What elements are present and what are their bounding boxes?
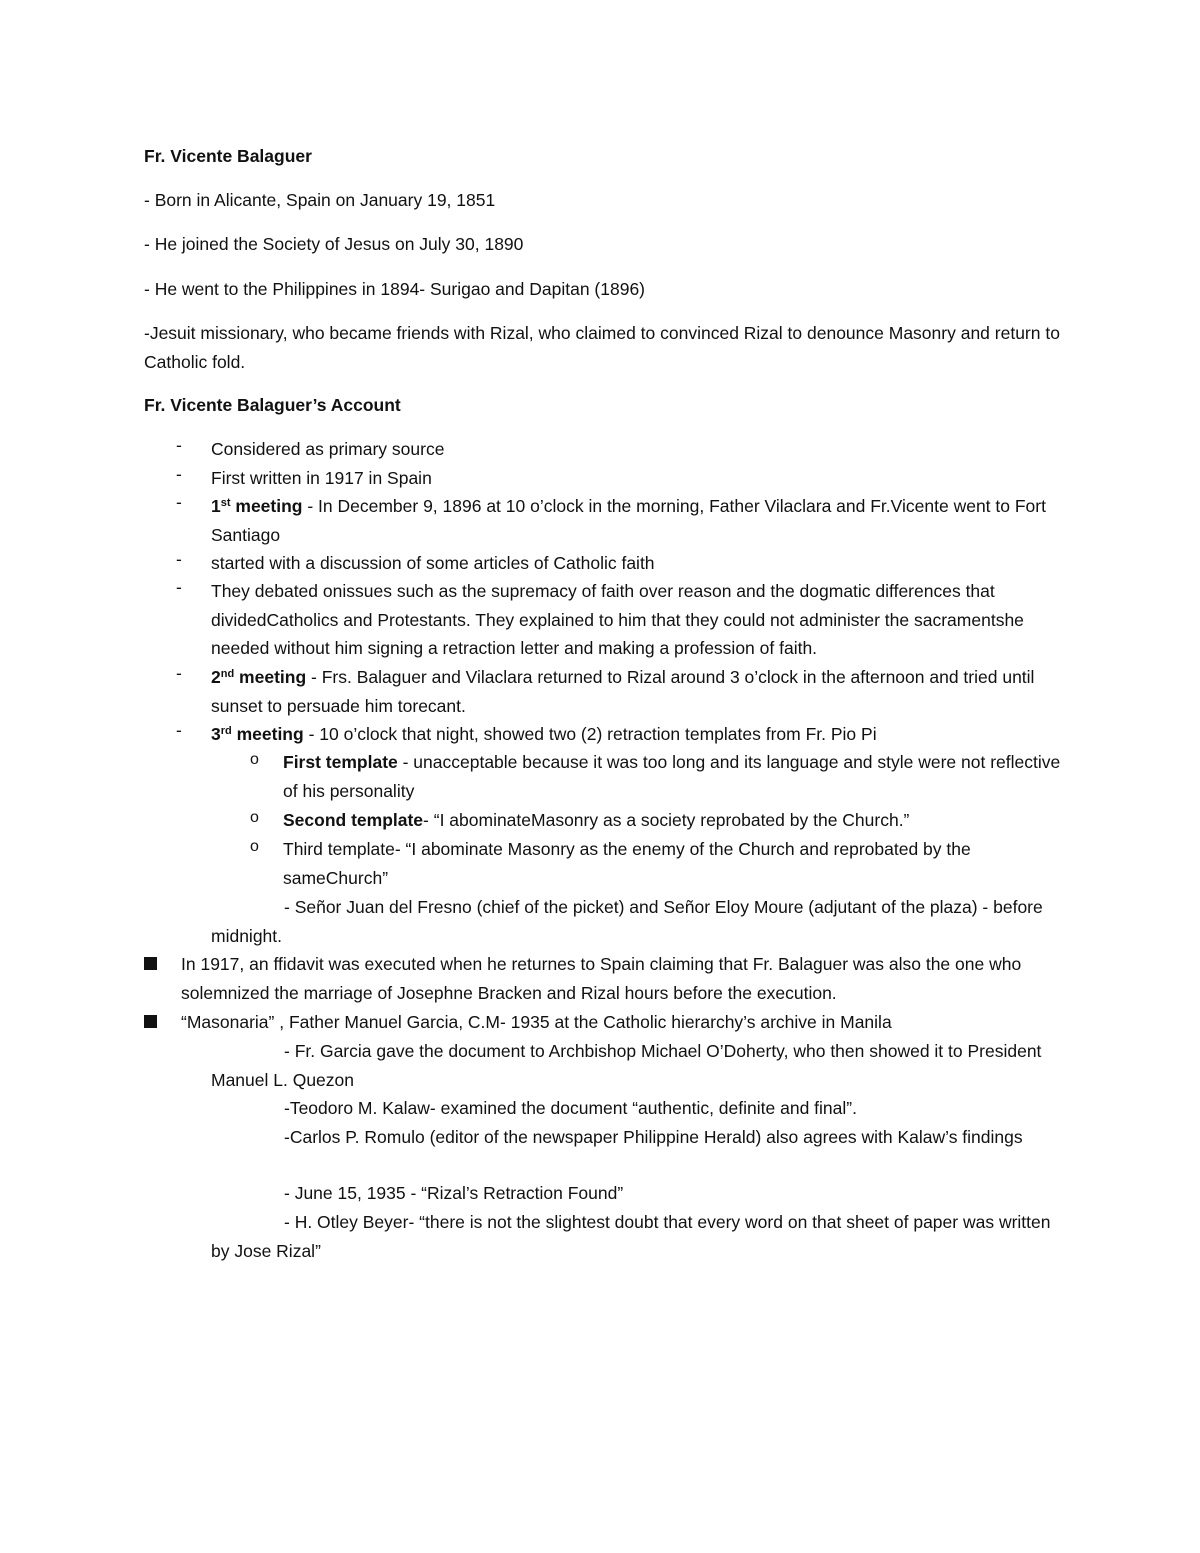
list-item-third-meeting — [211, 720, 1071, 749]
square-bullet-icon — [144, 1015, 157, 1028]
list-dash: - — [176, 549, 182, 569]
sub-list-circle: o — [250, 751, 259, 768]
meeting-ordinal: 3 — [211, 724, 221, 744]
meeting-ordinal: 1 — [211, 496, 221, 516]
sub-item-first-template — [283, 748, 1063, 806]
note-romulo — [211, 1123, 1061, 1152]
meeting-ordinal: 2 — [211, 667, 221, 687]
bio-missionary: -Jesuit missionary, who became friends with Rizal, who claimed to convinced Rizal to denounce Masonry and return to Catholic fold. — [144, 323, 1060, 372]
bio-philippines: - He went to the Philippines in 1894- Surigao and Dapitan (1896) — [144, 279, 646, 299]
bio-jesuit: - He joined the Society of Jesus on July 30, 1890 — [144, 234, 524, 254]
template-label: First template — [283, 752, 398, 772]
note-garcia-text: - Fr. Garcia gave the document to Archbishop Michael O’Doherty, who then showed it to President Manuel L. Quezon — [211, 1041, 1042, 1090]
note-kalaw — [211, 1094, 1061, 1123]
note-beyer-text: - H. Otley Beyer- “there is not the slightest doubt that every word on that sheet of paper was written by Jose Rizal” — [211, 1212, 1051, 1261]
meeting-label: meeting — [231, 724, 304, 744]
list-dash: - — [176, 577, 182, 597]
list-item-first-written: First written in 1917 in Spain — [211, 468, 432, 488]
bio-birth: - Born in Alicante, Spain on January 19, 1851 — [144, 190, 496, 210]
list-dash: - — [176, 720, 182, 740]
template-text: - “I abominateMasonry as a society reprobated by the Church.” — [423, 810, 910, 830]
list-item-first-meeting — [211, 492, 1071, 549]
sub-list-circle: o — [250, 838, 259, 855]
list-item-second-meeting — [211, 663, 1071, 720]
list-item-debate: They debated onissues such as the supremacy of faith over reason and the dogmatic differences that dividedCatholics and Protestants. They explained to him that they could not administer the sacramentshe needed without him signing a retraction letter and making a profession of faith. — [211, 581, 1024, 658]
page-title: Fr. Vicente Balaguer — [144, 146, 312, 166]
witnesses-note — [211, 893, 1061, 951]
meeting-ordinal-suffix: nd — [220, 668, 235, 680]
template-label: Second template — [283, 810, 424, 830]
bullet-affidavit: In 1917, an ffidavit was executed when he returnes to Spain claiming that Fr. Balaguer was also the one who solemnized the marriage of Josephne Bracken and Rizal hours before the execution. — [181, 954, 1022, 1003]
sub-list-circle: o — [250, 809, 259, 826]
list-dash: - — [176, 464, 182, 484]
note-headline-text: - June 15, 1935 - “Rizal’s Retraction Found” — [284, 1183, 624, 1203]
note-garcia — [211, 1037, 1061, 1095]
note-beyer — [211, 1208, 1061, 1266]
sub-item-third-template: Third template- “I abominate Masonry as the enemy of the Church and reprobated by the sameChurch” — [283, 839, 971, 888]
bullet-masonaria: “Masonaria” , Father Manuel Garcia, C.M- 1935 at the Catholic hierarchy’s archive in Manila — [181, 1012, 892, 1032]
meeting-label: meeting — [230, 496, 303, 516]
meeting-ordinal-suffix: st — [220, 497, 231, 509]
note-romulo-text: -Carlos P. Romulo (editor of the newspaper Philippine Herald) also agrees with Kalaw’s findings — [284, 1127, 1023, 1147]
note-kalaw-text: -Teodoro M. Kalaw- examined the document “authentic, definite and final”. — [284, 1098, 857, 1118]
square-bullet-icon — [144, 957, 157, 970]
sub-item-second-template — [283, 806, 1063, 835]
meeting-text: - In December 9, 1896 at 10 o’clock in the morning, Father Vilaclara and Fr.Vicente went to Fort Santiago — [211, 496, 1046, 545]
meeting-label: meeting — [234, 667, 307, 687]
meeting-text: - 10 o’clock that night, showed two (2) retraction templates from Fr. Pio Pi — [303, 724, 877, 744]
list-dash: - — [176, 663, 182, 683]
list-dash: - — [176, 435, 182, 455]
list-item-primary-source: Considered as primary source — [211, 439, 445, 459]
meeting-text: - Frs. Balaguer and Vilaclara returned to Rizal around 3 o’clock in the afternoon and tried until sunset to persuade him torecant. — [211, 667, 1035, 716]
list-dash: - — [176, 492, 182, 512]
meeting-ordinal-suffix: rd — [220, 725, 232, 737]
list-item-discussion: started with a discussion of some articles of Catholic faith — [211, 553, 655, 573]
note-headline — [211, 1179, 1061, 1208]
witnesses-text: - Señor Juan del Fresno (chief of the picket) and Señor Eloy Moure (adjutant of the plaza) - before midnight. — [211, 897, 1043, 946]
template-text: - unacceptable because it was too long and its language and style were not reflective of his personality — [283, 752, 1061, 801]
account-heading: Fr. Vicente Balaguer’s Account — [144, 395, 401, 415]
